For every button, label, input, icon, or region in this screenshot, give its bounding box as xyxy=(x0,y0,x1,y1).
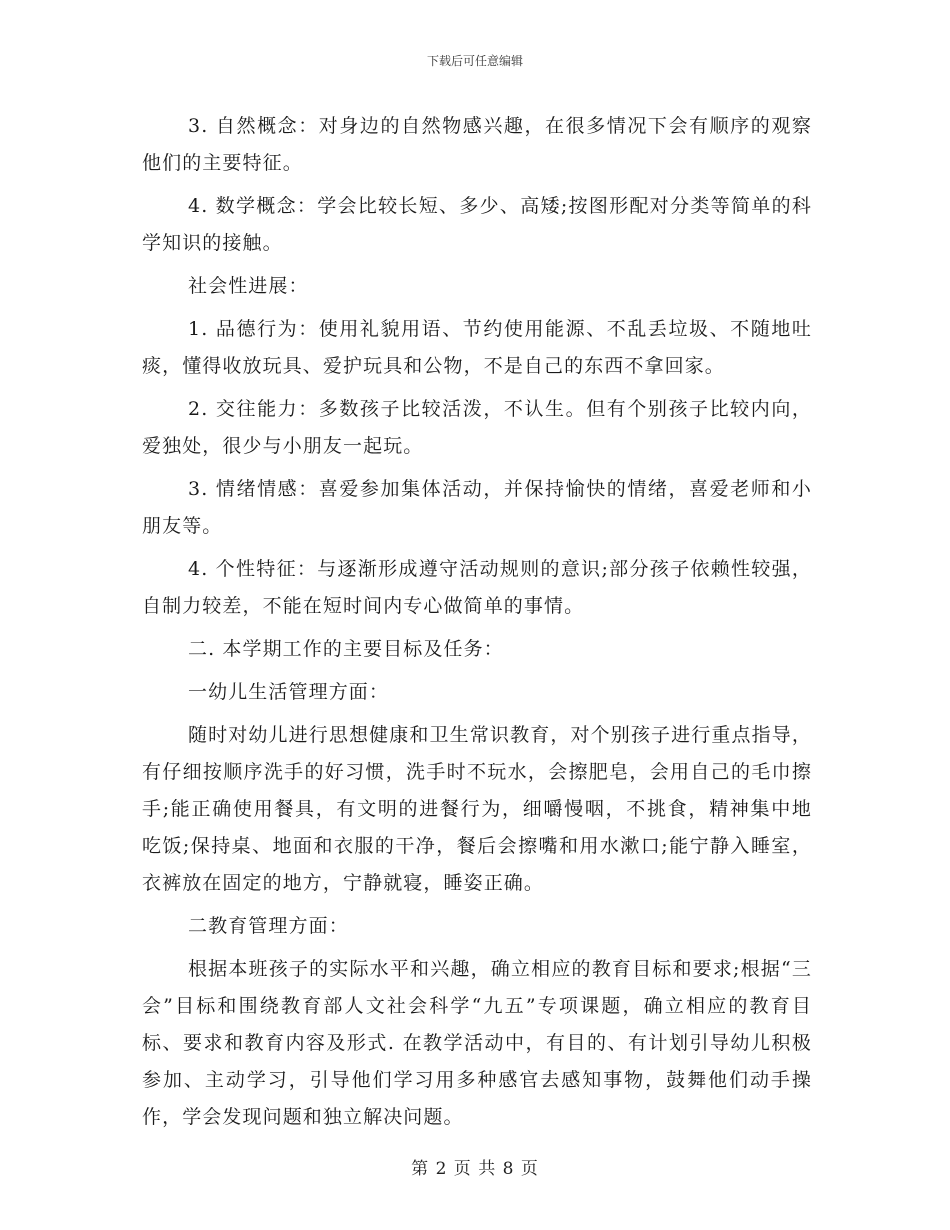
section-heading-goals: 二. 本学期工作的主要目标及任务： xyxy=(188,638,504,660)
section-heading-social: 社会性进展： xyxy=(188,275,309,297)
paragraph-math-concept: 4. 数学概念：学会比较长短、多少、高矮;按图形配对分类等简单的科学知识的接触。 xyxy=(142,195,812,254)
paragraph-nature-concept: 3. 自然概念：对身边的自然物感兴趣，在很多情况下会有顺序的观察他们的主要特征。 xyxy=(142,115,812,174)
page-footer: 第 2 页 共 8 页 xyxy=(411,1159,539,1179)
paragraph-education-management: 根据本班孩子的实际水平和兴趣，确立相应的教育目标和要求;根据“三会”目标和围绕教育部人文社会科学“九五”专项课题，确立相应的教育目标、要求和教育内容及形式. 在教学活动中，有目的、有计划引导幼儿积极参加、主动学习，引导他们学习用多种感官去感知事物，鼓舞他们动手操作，学会发现问题和独立解决问题。 xyxy=(142,958,812,1128)
paragraph-personality: 4. 个性特征：与逐渐形成遵守活动规则的意识;部分孩子依赖性较强，自制力较差，不能在短时间内专心做简单的事情。 xyxy=(142,558,812,617)
paragraph-life-management: 随时对幼儿进行思想健康和卫生常识教育，对个别孩子进行重点指导，有仔细按顺序洗手的好习惯，洗手时不玩水，会擦肥皂，会用自己的毛巾擦手;能正确使用餐具，有文明的进餐行为，细嚼慢咽，不挑食，精神集中地吃饭;保持桌、地面和衣服的干净，餐后会擦嘴和用水漱口;能宁静入睡室，衣裤放在固定的地方，宁静就寝，睡姿正确。 xyxy=(142,724,812,894)
paragraph-social-ability: 2. 交往能力：多数孩子比较活泼，不认生。但有个别孩子比较内向，爱独处，很少与小朋友一起玩。 xyxy=(142,398,812,457)
paragraph-moral-behavior: 1. 品德行为：使用礼貌用语、节约使用能源、不乱丢垃圾、不随地吐痰，懂得收放玩具、爱护玩具和公物，不是自己的东西不拿回家。 xyxy=(142,318,812,377)
subheading-education-management: 二教育管理方面： xyxy=(188,915,349,937)
page-header: 下载后可任意编辑 xyxy=(426,54,523,68)
paragraph-emotions: 3. 情绪情感：喜爱参加集体活动，并保持愉快的情绪，喜爱老师和小朋友等。 xyxy=(142,478,812,537)
subheading-life-management: 一幼儿生活管理方面： xyxy=(188,681,390,703)
document-body xyxy=(142,108,812,1142)
